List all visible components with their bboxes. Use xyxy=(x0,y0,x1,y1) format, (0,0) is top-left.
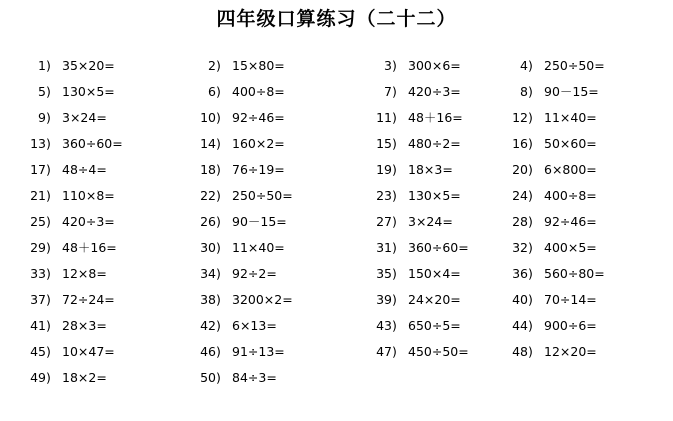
problem-item xyxy=(370,212,453,232)
problem-number-paren: ) xyxy=(46,188,51,203)
problem-expression: 50×60= xyxy=(544,136,597,151)
problem-number-paren: ) xyxy=(46,318,51,333)
problem-item xyxy=(194,316,277,336)
problem-number: 49 xyxy=(30,370,46,385)
problem-number: 16 xyxy=(512,136,528,151)
problem-item xyxy=(370,186,461,206)
problem-item xyxy=(28,342,115,362)
problem-expression: 400÷8= xyxy=(544,188,597,203)
problem-number-paren: ) xyxy=(216,84,221,99)
problem-number: 38 xyxy=(200,292,216,307)
problem-expression: 12×8= xyxy=(62,266,107,281)
problem-expression: 560÷80= xyxy=(544,266,605,281)
problem-expression: 48＋16= xyxy=(408,110,463,125)
problem-number: 32 xyxy=(512,240,528,255)
problem-item xyxy=(28,134,123,154)
problem-number-paren: ) xyxy=(392,214,397,229)
problem-expression: 92÷2= xyxy=(232,266,277,281)
problem-expression: 130×5= xyxy=(408,188,461,203)
problem-number: 19 xyxy=(376,162,392,177)
problem-number: 40 xyxy=(512,292,528,307)
problem-expression: 15×80= xyxy=(232,58,285,73)
problem-number: 37 xyxy=(30,292,46,307)
problem-expression: 90－15= xyxy=(544,84,599,99)
problem-item xyxy=(194,186,293,206)
problem-expression: 650÷5= xyxy=(408,318,461,333)
problem-number: 50 xyxy=(200,370,216,385)
problem-number: 47 xyxy=(376,344,392,359)
problem-item xyxy=(194,82,285,102)
problem-number: 13 xyxy=(30,136,46,151)
problem-number-paren: ) xyxy=(216,292,221,307)
problem-number-paren: ) xyxy=(46,136,51,151)
problem-number: 34 xyxy=(200,266,216,281)
problem-item xyxy=(370,264,461,284)
problem-number: 1 xyxy=(38,58,46,73)
problem-number: 46 xyxy=(200,344,216,359)
problem-item xyxy=(506,316,597,336)
problem-number: 15 xyxy=(376,136,392,151)
problem-number-paren: ) xyxy=(46,162,51,177)
problem-item xyxy=(194,264,277,284)
problem-number-paren: ) xyxy=(528,110,533,125)
problem-number: 22 xyxy=(200,188,216,203)
problem-number-paren: ) xyxy=(216,344,221,359)
problem-item xyxy=(194,238,285,258)
problem-number-paren: ) xyxy=(392,162,397,177)
problem-expression: 92÷46= xyxy=(232,110,285,125)
problem-number-paren: ) xyxy=(392,266,397,281)
problem-expression: 300×6= xyxy=(408,58,461,73)
problem-number: 26 xyxy=(200,214,216,229)
problem-number: 2 xyxy=(208,58,216,73)
problem-number: 17 xyxy=(30,162,46,177)
problem-expression: 18×3= xyxy=(408,162,453,177)
problem-expression: 3200×2= xyxy=(232,292,293,307)
problem-number: 9 xyxy=(38,110,46,125)
problem-number-paren: ) xyxy=(392,292,397,307)
problem-number: 33 xyxy=(30,266,46,281)
problem-item xyxy=(370,134,461,154)
problem-number-paren: ) xyxy=(216,162,221,177)
problem-expression: 130×5= xyxy=(62,84,115,99)
problem-expression: 420÷3= xyxy=(62,214,115,229)
problem-expression: 360÷60= xyxy=(62,136,123,151)
problem-number: 24 xyxy=(512,188,528,203)
problem-number: 6 xyxy=(208,84,216,99)
problem-expression: 84÷3= xyxy=(232,370,277,385)
problem-number: 28 xyxy=(512,214,528,229)
problem-item xyxy=(28,82,115,102)
problem-item xyxy=(506,264,605,284)
problem-item xyxy=(28,316,107,336)
problem-number: 35 xyxy=(376,266,392,281)
problem-number-paren: ) xyxy=(392,110,397,125)
problem-expression: 360÷60= xyxy=(408,240,469,255)
problem-expression: 3×24= xyxy=(408,214,453,229)
problem-item xyxy=(370,290,461,310)
problem-number-paren: ) xyxy=(216,370,221,385)
problem-item xyxy=(370,82,461,102)
problem-number-paren: ) xyxy=(46,84,51,99)
problem-item xyxy=(194,160,285,180)
problem-item xyxy=(370,56,461,76)
problem-number: 25 xyxy=(30,214,46,229)
problem-number: 20 xyxy=(512,162,528,177)
problem-number: 21 xyxy=(30,188,46,203)
problem-item xyxy=(506,290,597,310)
problem-number: 45 xyxy=(30,344,46,359)
problem-number: 7 xyxy=(384,84,392,99)
problem-expression: 480÷2= xyxy=(408,136,461,151)
problem-expression: 12×20= xyxy=(544,344,597,359)
problem-number-paren: ) xyxy=(46,214,51,229)
problem-number-paren: ) xyxy=(216,266,221,281)
problem-number-paren: ) xyxy=(528,240,533,255)
problem-item xyxy=(28,160,107,180)
problem-item xyxy=(506,134,597,154)
problem-expression: 72÷24= xyxy=(62,292,115,307)
problem-number-paren: ) xyxy=(46,110,51,125)
problem-expression: 250÷50= xyxy=(232,188,293,203)
problem-expression: 250÷50= xyxy=(544,58,605,73)
problem-number-paren: ) xyxy=(46,292,51,307)
problem-expression: 48＋16= xyxy=(62,240,117,255)
problem-number-paren: ) xyxy=(528,136,533,151)
problem-item xyxy=(506,342,597,362)
problem-number-paren: ) xyxy=(46,58,51,73)
problem-number-paren: ) xyxy=(392,318,397,333)
problem-item xyxy=(194,134,285,154)
problem-number: 30 xyxy=(200,240,216,255)
problem-item xyxy=(370,108,463,128)
problem-item xyxy=(370,342,469,362)
problem-number-paren: ) xyxy=(216,58,221,73)
problem-item xyxy=(370,238,469,258)
problem-expression: 6×800= xyxy=(544,162,597,177)
problem-number-paren: ) xyxy=(216,318,221,333)
worksheet-title: 四年级口算练习（二十二） xyxy=(216,8,457,30)
problem-number: 39 xyxy=(376,292,392,307)
problem-expression: 35×20= xyxy=(62,58,115,73)
problem-number-paren: ) xyxy=(216,110,221,125)
problem-number: 23 xyxy=(376,188,392,203)
problem-number-paren: ) xyxy=(392,188,397,203)
problem-item xyxy=(28,212,115,232)
problem-number: 4 xyxy=(520,58,528,73)
problem-number: 12 xyxy=(512,110,528,125)
problem-item xyxy=(28,108,107,128)
problem-number-paren: ) xyxy=(392,240,397,255)
problem-item xyxy=(28,56,115,76)
problem-number-paren: ) xyxy=(392,58,397,73)
problem-expression: 18×2= xyxy=(62,370,107,385)
problem-item xyxy=(194,368,277,388)
problem-expression: 28×3= xyxy=(62,318,107,333)
problem-number-paren: ) xyxy=(528,58,533,73)
problem-expression: 400×5= xyxy=(544,240,597,255)
problem-number: 44 xyxy=(512,318,528,333)
problem-item xyxy=(28,368,107,388)
problem-number: 36 xyxy=(512,266,528,281)
problem-item xyxy=(506,186,597,206)
problem-number: 29 xyxy=(30,240,46,255)
problem-number: 27 xyxy=(376,214,392,229)
problem-expression: 110×8= xyxy=(62,188,115,203)
problem-number-paren: ) xyxy=(46,344,51,359)
problem-expression: 92÷46= xyxy=(544,214,597,229)
problem-number-paren: ) xyxy=(528,162,533,177)
problem-item xyxy=(194,108,285,128)
problem-expression: 70÷14= xyxy=(544,292,597,307)
problem-expression: 3×24= xyxy=(62,110,107,125)
problem-number: 48 xyxy=(512,344,528,359)
problem-expression: 150×4= xyxy=(408,266,461,281)
problem-item xyxy=(370,160,453,180)
problem-number: 18 xyxy=(200,162,216,177)
problem-number-paren: ) xyxy=(392,344,397,359)
problem-number-paren: ) xyxy=(392,136,397,151)
problem-expression: 450÷50= xyxy=(408,344,469,359)
problem-number-paren: ) xyxy=(216,136,221,151)
problem-expression: 24×20= xyxy=(408,292,461,307)
problem-expression: 90－15= xyxy=(232,214,287,229)
problem-number-paren: ) xyxy=(528,188,533,203)
problem-item xyxy=(506,108,597,128)
problem-number-paren: ) xyxy=(528,84,533,99)
problem-item xyxy=(194,342,285,362)
problem-item xyxy=(506,212,597,232)
problem-number: 42 xyxy=(200,318,216,333)
problem-item xyxy=(28,264,107,284)
problem-item xyxy=(194,56,285,76)
problem-expression: 76÷19= xyxy=(232,162,285,177)
problem-item xyxy=(194,212,287,232)
problem-item xyxy=(506,160,597,180)
problem-expression: 6×13= xyxy=(232,318,277,333)
problem-number-paren: ) xyxy=(46,266,51,281)
problem-number: 8 xyxy=(520,84,528,99)
problem-number-paren: ) xyxy=(392,84,397,99)
problem-number: 5 xyxy=(38,84,46,99)
problem-item xyxy=(506,56,605,76)
problem-number: 3 xyxy=(384,58,392,73)
problem-number: 31 xyxy=(376,240,392,255)
problem-number-paren: ) xyxy=(528,266,533,281)
problem-expression: 11×40= xyxy=(544,110,597,125)
problem-number-paren: ) xyxy=(528,344,533,359)
problem-item xyxy=(28,290,115,310)
problem-item xyxy=(506,238,597,258)
problem-number-paren: ) xyxy=(216,188,221,203)
problem-number-paren: ) xyxy=(528,214,533,229)
problem-number-paren: ) xyxy=(46,240,51,255)
problem-number: 10 xyxy=(200,110,216,125)
problem-number: 41 xyxy=(30,318,46,333)
problem-number-paren: ) xyxy=(216,214,221,229)
problem-number: 43 xyxy=(376,318,392,333)
problem-item xyxy=(194,290,293,310)
problem-number-paren: ) xyxy=(216,240,221,255)
problem-expression: 160×2= xyxy=(232,136,285,151)
problem-number: 11 xyxy=(376,110,392,125)
problem-expression: 400÷8= xyxy=(232,84,285,99)
problem-expression: 48÷4= xyxy=(62,162,107,177)
problem-expression: 11×40= xyxy=(232,240,285,255)
problem-number-paren: ) xyxy=(528,318,533,333)
problem-number: 14 xyxy=(200,136,216,151)
problem-expression: 91÷13= xyxy=(232,344,285,359)
problem-expression: 420÷3= xyxy=(408,84,461,99)
problem-number-paren: ) xyxy=(528,292,533,307)
problem-number-paren: ) xyxy=(46,370,51,385)
problem-expression: 10×47= xyxy=(62,344,115,359)
problem-item xyxy=(370,316,461,336)
problem-expression: 900÷6= xyxy=(544,318,597,333)
problem-item xyxy=(28,238,117,258)
problem-item xyxy=(28,186,115,206)
problem-item xyxy=(506,82,599,102)
